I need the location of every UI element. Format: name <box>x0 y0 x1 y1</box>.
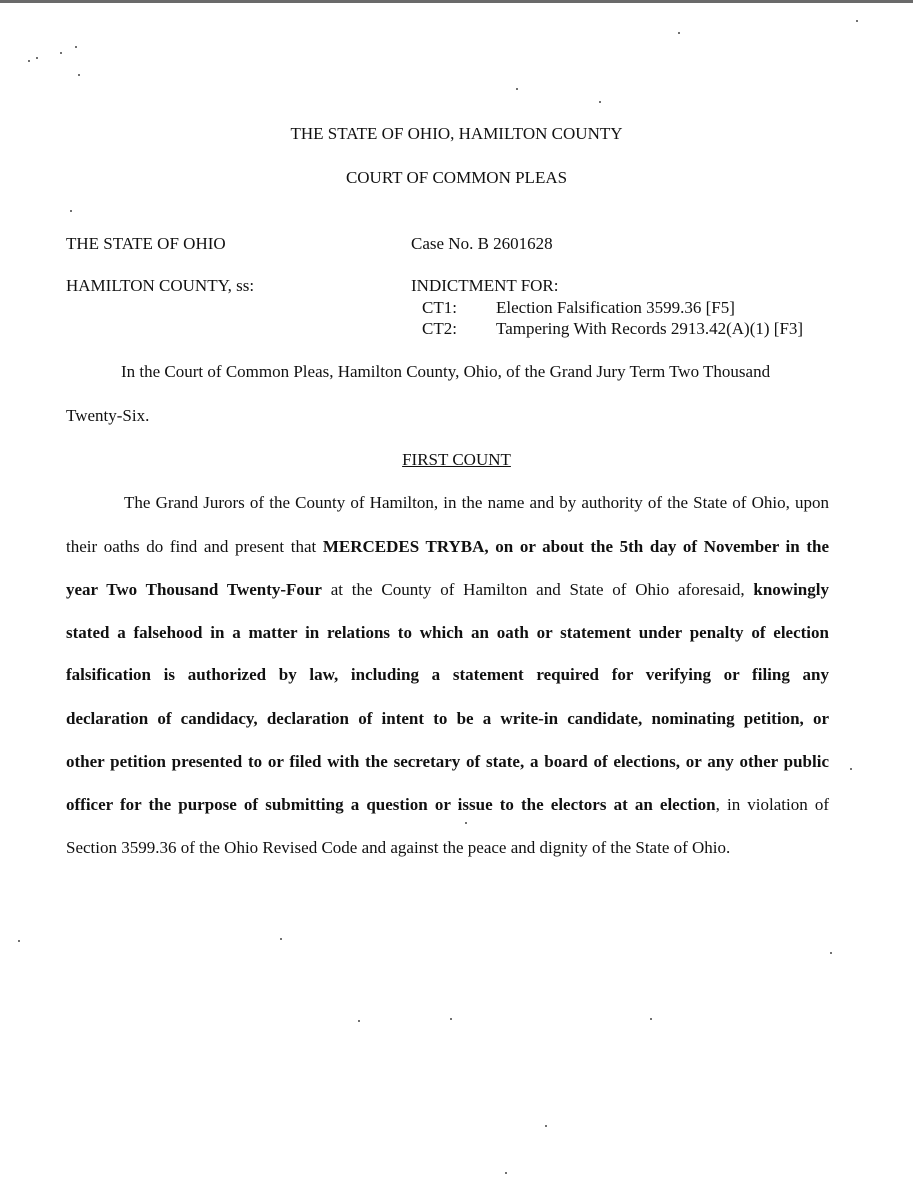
caption-state: THE STATE OF OHIO <box>66 234 226 253</box>
first-count-line-7: other petition presented to or filed with the secretary of state, a board of elections, or any other public <box>66 752 829 771</box>
intro-line-2: Twenty-Six. <box>66 406 150 425</box>
first-count-line-4: stated a falsehood in a matter in relations to which an oath or statement under penalty of election <box>66 623 829 642</box>
caption-county: HAMILTON COUNTY, ss: <box>66 276 255 295</box>
scan-top-border <box>0 0 913 3</box>
first-count-text: their oaths do find and present that <box>66 537 323 556</box>
count-code-2: CT2: <box>422 319 457 338</box>
count-charge-2: Tampering With Records 2913.42(A)(1) [F3] <box>496 319 804 338</box>
court-header-court-name: COURT OF COMMON PLEAS <box>345 168 568 187</box>
first-count-line-9: Section 3599.36 of the Ohio Revised Code and against the peace and dignity of the State of Ohio. <box>66 838 731 857</box>
first-count-text: , in violation of <box>715 795 830 814</box>
offense-description-end: officer for the purpose of submitting a question or issue to the electors at an election <box>66 795 716 814</box>
count-charge-1: Election Falsification 3599.36 [F5] <box>496 298 735 317</box>
indictment-for-label: INDICTMENT FOR: <box>411 276 559 295</box>
first-count-text: at the County of Hamilton and State of Ohio aforesaid, <box>321 580 754 599</box>
first-count-line-2 <box>66 537 829 557</box>
first-count-line-6: declaration of candidacy, declaration of intent to be a write-in candidate, nominating petition, or <box>66 709 829 728</box>
case-number: Case No. B 2601628 <box>411 234 553 253</box>
first-count-title: FIRST COUNT <box>402 450 511 469</box>
first-count-line-5: falsification is authorized by law, including a statement required for verifying or filing any <box>66 665 829 684</box>
first-count-line-1: The Grand Jurors of the County of Hamilton, in the name and by authority of the State of Ohio, upon <box>124 493 829 512</box>
offense-knowingly: knowingly <box>753 580 829 599</box>
count-code-1: CT1: <box>422 298 457 317</box>
offense-year: year Two Thousand Twenty-Four <box>66 580 322 599</box>
first-count-line-8 <box>66 795 829 815</box>
court-header-state-county: THE STATE OF OHIO, HAMILTON COUNTY <box>290 124 623 143</box>
intro-line-1: In the Court of Common Pleas, Hamilton County, Ohio, of the Grand Jury Term Two Thousand <box>121 362 771 381</box>
first-count-line-3 <box>66 580 829 600</box>
defendant-name-date: MERCEDES TRYBA, on or about the 5th day of November in the <box>322 537 829 556</box>
